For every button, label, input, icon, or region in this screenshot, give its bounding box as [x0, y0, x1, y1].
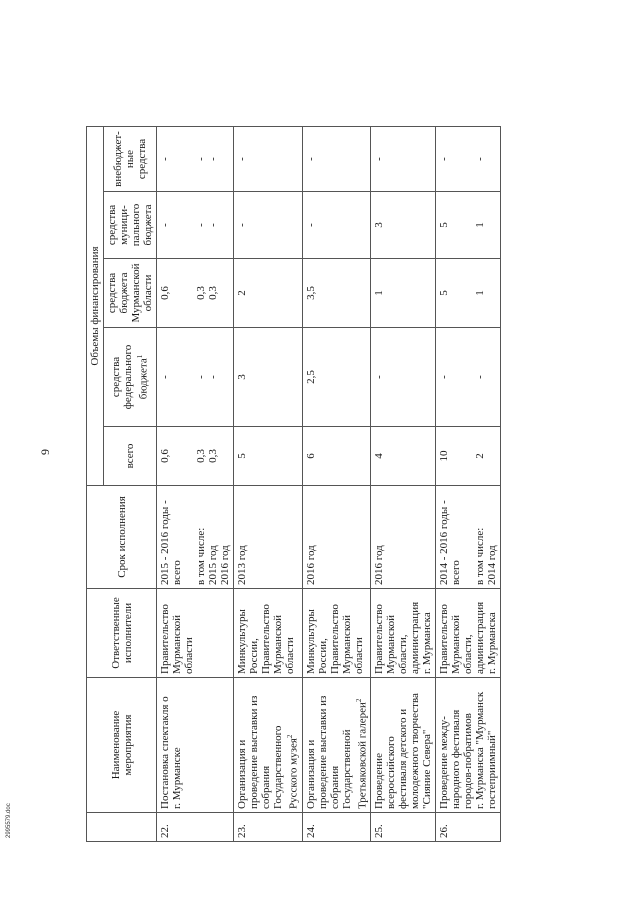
total-cell — [302, 427, 371, 486]
header-name: Наименование мероприятия — [87, 678, 157, 813]
total-value: 5 — [236, 453, 248, 459]
extra-cell — [371, 127, 436, 192]
activity-name-text: собрания — [328, 765, 341, 809]
regional-value: 0,6 — [159, 286, 171, 300]
responsible-executors — [436, 589, 501, 678]
federal-value: - — [474, 375, 487, 379]
federal-value: - — [438, 375, 451, 379]
municipal-cell — [436, 192, 501, 259]
regional-value: 1 — [373, 290, 386, 296]
line-spacer — [171, 331, 183, 423]
total-value: 0,3 — [207, 449, 219, 463]
responsible-line: России, — [316, 638, 329, 674]
header-funding: Объемы финансирования — [87, 127, 104, 486]
activity-name-text: проведение выставки из — [316, 695, 329, 809]
header-federal — [104, 328, 157, 427]
activity-name-text: Третьяковской галереи — [356, 702, 369, 809]
row-number — [234, 813, 303, 842]
line-spacer — [450, 195, 462, 255]
responsible-line: Правительство — [328, 604, 341, 674]
municipal-value: 1 — [474, 222, 487, 228]
row-number — [436, 813, 501, 842]
federal-value: - — [373, 375, 386, 379]
activity-name-line — [438, 681, 450, 809]
extra-cell — [234, 127, 303, 192]
responsible-line: администрация — [409, 601, 422, 674]
activity-name-line — [236, 681, 248, 809]
activity-name-text: Проведение между- — [438, 716, 451, 809]
page-number: 9 — [38, 449, 52, 455]
regional-value: 0,3 — [207, 286, 219, 300]
total-value: 0,6 — [159, 449, 171, 463]
term-cell — [302, 486, 371, 589]
row-number — [302, 813, 371, 842]
header-total: всего — [104, 427, 157, 486]
header-municipal: средства муници-пального бюджета — [104, 192, 157, 259]
federal-value — [183, 331, 195, 423]
row-number-text: 25. — [373, 824, 386, 838]
activity-name-text: Русского музея — [287, 738, 300, 809]
responsible-line: Мурманской — [340, 614, 353, 674]
responsible-line: Правительство — [260, 604, 272, 674]
responsible-executors — [234, 589, 303, 678]
activity-name-text: Организация и — [236, 739, 248, 809]
municipal-value — [462, 195, 474, 255]
responsible-executors — [157, 589, 234, 678]
term-value: в том числе: — [474, 527, 487, 585]
line-spacer — [450, 331, 462, 423]
responsible-executors — [302, 589, 371, 678]
activity-name — [157, 678, 234, 813]
header-number — [87, 813, 157, 842]
line-spacer — [171, 262, 183, 324]
extra-value — [183, 130, 195, 188]
funding-table — [86, 126, 501, 842]
extra-cell — [302, 127, 371, 192]
activity-name-line — [474, 681, 486, 809]
term-value: в том числе: — [195, 527, 207, 585]
responsible-line: области, — [462, 634, 475, 674]
table-row — [436, 127, 501, 842]
activity-name-line — [341, 681, 353, 809]
total-value: 10 — [438, 450, 451, 462]
extra-value: - — [373, 157, 386, 161]
responsible-line: г. Мурманска — [421, 612, 434, 674]
activity-name-line — [373, 681, 385, 809]
total-cell — [157, 427, 234, 486]
line-spacer — [450, 262, 462, 324]
activity-name-text: гостеприимный" — [486, 730, 499, 809]
responsible-line: России, — [248, 638, 260, 674]
line-spacer — [171, 130, 183, 188]
activity-name-line — [450, 681, 462, 809]
activity-name — [302, 678, 371, 813]
total-value: 4 — [373, 453, 386, 459]
term-value: 2014 - 2016 годы - всего — [438, 500, 463, 585]
regional-value: 5 — [438, 290, 451, 296]
term-cell — [234, 486, 303, 589]
regional-cell — [371, 259, 436, 328]
term-value: 2015 год — [207, 545, 219, 585]
responsible-line: области, — [397, 634, 410, 674]
extra-value: - — [474, 157, 487, 161]
activity-name-line — [486, 681, 498, 809]
total-value: 0,3 — [195, 449, 207, 463]
responsible-line: области — [284, 637, 296, 674]
federal-value: - — [195, 375, 207, 379]
extra-value: - — [159, 157, 171, 161]
responsible-line: области — [352, 637, 365, 674]
extra-value: - — [438, 157, 451, 161]
municipal-value: 5 — [438, 222, 451, 228]
municipal-value: - — [236, 223, 248, 227]
activity-name-line — [421, 681, 433, 809]
header-term: Срок исполнения — [87, 486, 157, 589]
responsible-line: области — [183, 637, 195, 674]
line-spacer — [171, 430, 183, 482]
federal-value: 3 — [236, 374, 248, 380]
line-spacer — [450, 430, 462, 482]
term-value: 2015 - 2016 годы - всего — [159, 500, 183, 585]
municipal-cell — [234, 192, 303, 259]
header-extra: внебюджет-ные средства — [104, 127, 157, 192]
regional-value — [462, 262, 474, 324]
responsible-line: администрация — [474, 601, 487, 674]
term-value: 2016 год — [304, 545, 317, 585]
federal-cell — [302, 328, 371, 427]
extra-value: - — [195, 157, 207, 161]
activity-name-line — [171, 681, 183, 809]
line-spacer — [183, 489, 195, 585]
regional-value: 3,5 — [304, 286, 317, 300]
activity-name-line — [284, 681, 300, 809]
activity-name-line — [317, 681, 329, 809]
activity-name-text: народного фестиваля — [450, 709, 463, 809]
regional-cell — [157, 259, 234, 328]
activity-name-text: проведение выставки из — [248, 695, 260, 809]
total-cell — [234, 427, 303, 486]
activity-name-text: молодежного творчества — [409, 693, 422, 809]
responsible-line: г. Мурманска — [486, 612, 499, 674]
line-spacer — [450, 130, 462, 188]
responsible-line: Правительство — [159, 604, 171, 674]
municipal-cell — [371, 192, 436, 259]
term-value: 2014 год — [486, 545, 499, 585]
federal-value — [462, 331, 474, 423]
activity-name-text: Проведение — [373, 753, 386, 809]
municipal-value: - — [207, 223, 219, 227]
activity-name-line — [260, 681, 272, 809]
row-number-text: 26. — [438, 824, 451, 838]
activity-name-text: "Сияние Севера" — [421, 729, 434, 809]
footnote-marker: 2 — [354, 698, 363, 703]
total-value: 2 — [474, 453, 487, 459]
responsible-line: Мурманской — [385, 614, 398, 674]
extra-value: - — [236, 157, 248, 161]
table-row — [157, 127, 234, 842]
regional-value: 0,3 — [195, 286, 207, 300]
responsible-line: Правительство — [438, 604, 451, 674]
activity-name-line — [159, 681, 171, 809]
municipal-value: 3 — [373, 222, 386, 228]
extra-value: - — [304, 157, 317, 161]
activity-name-text: городов-побратимов — [462, 713, 475, 809]
header-federal-text: средства федерального бюджета — [110, 344, 150, 410]
table-body — [157, 127, 501, 842]
activity-name-line — [462, 681, 474, 809]
municipal-value: - — [304, 223, 317, 227]
activity-name-text: г. Мурманске — [171, 747, 183, 809]
activity-name — [371, 678, 436, 813]
activity-name-text: г. Мурманска "Мурманск — [474, 691, 487, 809]
table-row — [234, 127, 303, 842]
total-value — [183, 430, 195, 482]
row-number-text: 22. — [159, 824, 171, 838]
activity-name — [436, 678, 501, 813]
footnote-marker: 2 — [286, 734, 294, 739]
activity-name-line — [305, 681, 317, 809]
federal-value: - — [159, 375, 171, 379]
total-cell — [436, 427, 501, 486]
municipal-value: - — [195, 223, 207, 227]
extra-cell — [436, 127, 501, 192]
activity-name-text: Организация и — [304, 739, 317, 809]
line-spacer — [462, 489, 474, 585]
responsible-line: Мурманской — [171, 614, 183, 674]
activity-name-line — [329, 681, 341, 809]
row-number-text: 24. — [304, 824, 317, 838]
responsible-line: Мурманской — [450, 614, 463, 674]
activity-name-text: собрания — [260, 765, 272, 809]
total-value — [462, 430, 474, 482]
term-cell — [436, 486, 501, 589]
activity-name-line — [409, 681, 421, 809]
federal-cell — [371, 328, 436, 427]
regional-cell — [436, 259, 501, 328]
activity-name-text: фестиваля детского и — [397, 708, 410, 809]
activity-name-text: всероссийского — [385, 736, 398, 809]
regional-value: 1 — [474, 290, 487, 296]
federal-cell — [234, 328, 303, 427]
regional-cell — [234, 259, 303, 328]
responsible-line: Правительство — [373, 604, 386, 674]
line-spacer — [171, 195, 183, 255]
total-cell — [371, 427, 436, 486]
term-cell — [157, 486, 234, 589]
row-number-text: 23. — [236, 824, 248, 838]
municipal-value: - — [159, 223, 171, 227]
municipal-cell — [157, 192, 234, 259]
activity-name-line — [397, 681, 409, 809]
header-responsible: Ответственные исполнители — [87, 589, 157, 678]
activity-name — [234, 678, 303, 813]
activity-name-text: Государственной — [340, 729, 353, 809]
row-number — [371, 813, 436, 842]
activity-name-line — [385, 681, 397, 809]
term-value: 2016 год — [373, 545, 386, 585]
federal-value: - — [207, 375, 219, 379]
federal-cell — [157, 328, 234, 427]
row-number — [157, 813, 234, 842]
term-value: 2016 год — [219, 545, 231, 585]
regional-value: 2 — [236, 290, 248, 296]
regional-value — [183, 262, 195, 324]
regional-cell — [302, 259, 371, 328]
extra-value — [462, 130, 474, 188]
total-value: 6 — [304, 453, 317, 459]
activity-name-text: Постановка спектакля о — [159, 696, 171, 809]
activity-name-line — [353, 681, 369, 809]
footer-filename: 2995579.doc — [6, 803, 12, 838]
responsible-executors — [371, 589, 436, 678]
responsible-line: Минкультуры — [236, 609, 248, 674]
activity-name-line — [248, 681, 260, 809]
municipal-cell — [302, 192, 371, 259]
header-federal-footnote: 1 — [136, 354, 145, 359]
municipal-value — [183, 195, 195, 255]
federal-value: 2,5 — [304, 370, 317, 384]
rotated-page-content — [40, 42, 600, 862]
term-value: 2013 год — [236, 545, 248, 585]
activity-name-line — [272, 681, 284, 809]
activity-name-text: Государственного — [272, 725, 284, 809]
term-cell — [371, 486, 436, 589]
table-row — [302, 127, 371, 842]
federal-cell — [436, 328, 501, 427]
header-regional: средства бюджета Мурманской области — [104, 259, 157, 328]
responsible-line: Мурманской — [272, 614, 284, 674]
extra-value: - — [207, 157, 219, 161]
responsible-line: Минкультуры — [304, 609, 317, 674]
table-row — [371, 127, 436, 842]
extra-cell — [157, 127, 234, 192]
